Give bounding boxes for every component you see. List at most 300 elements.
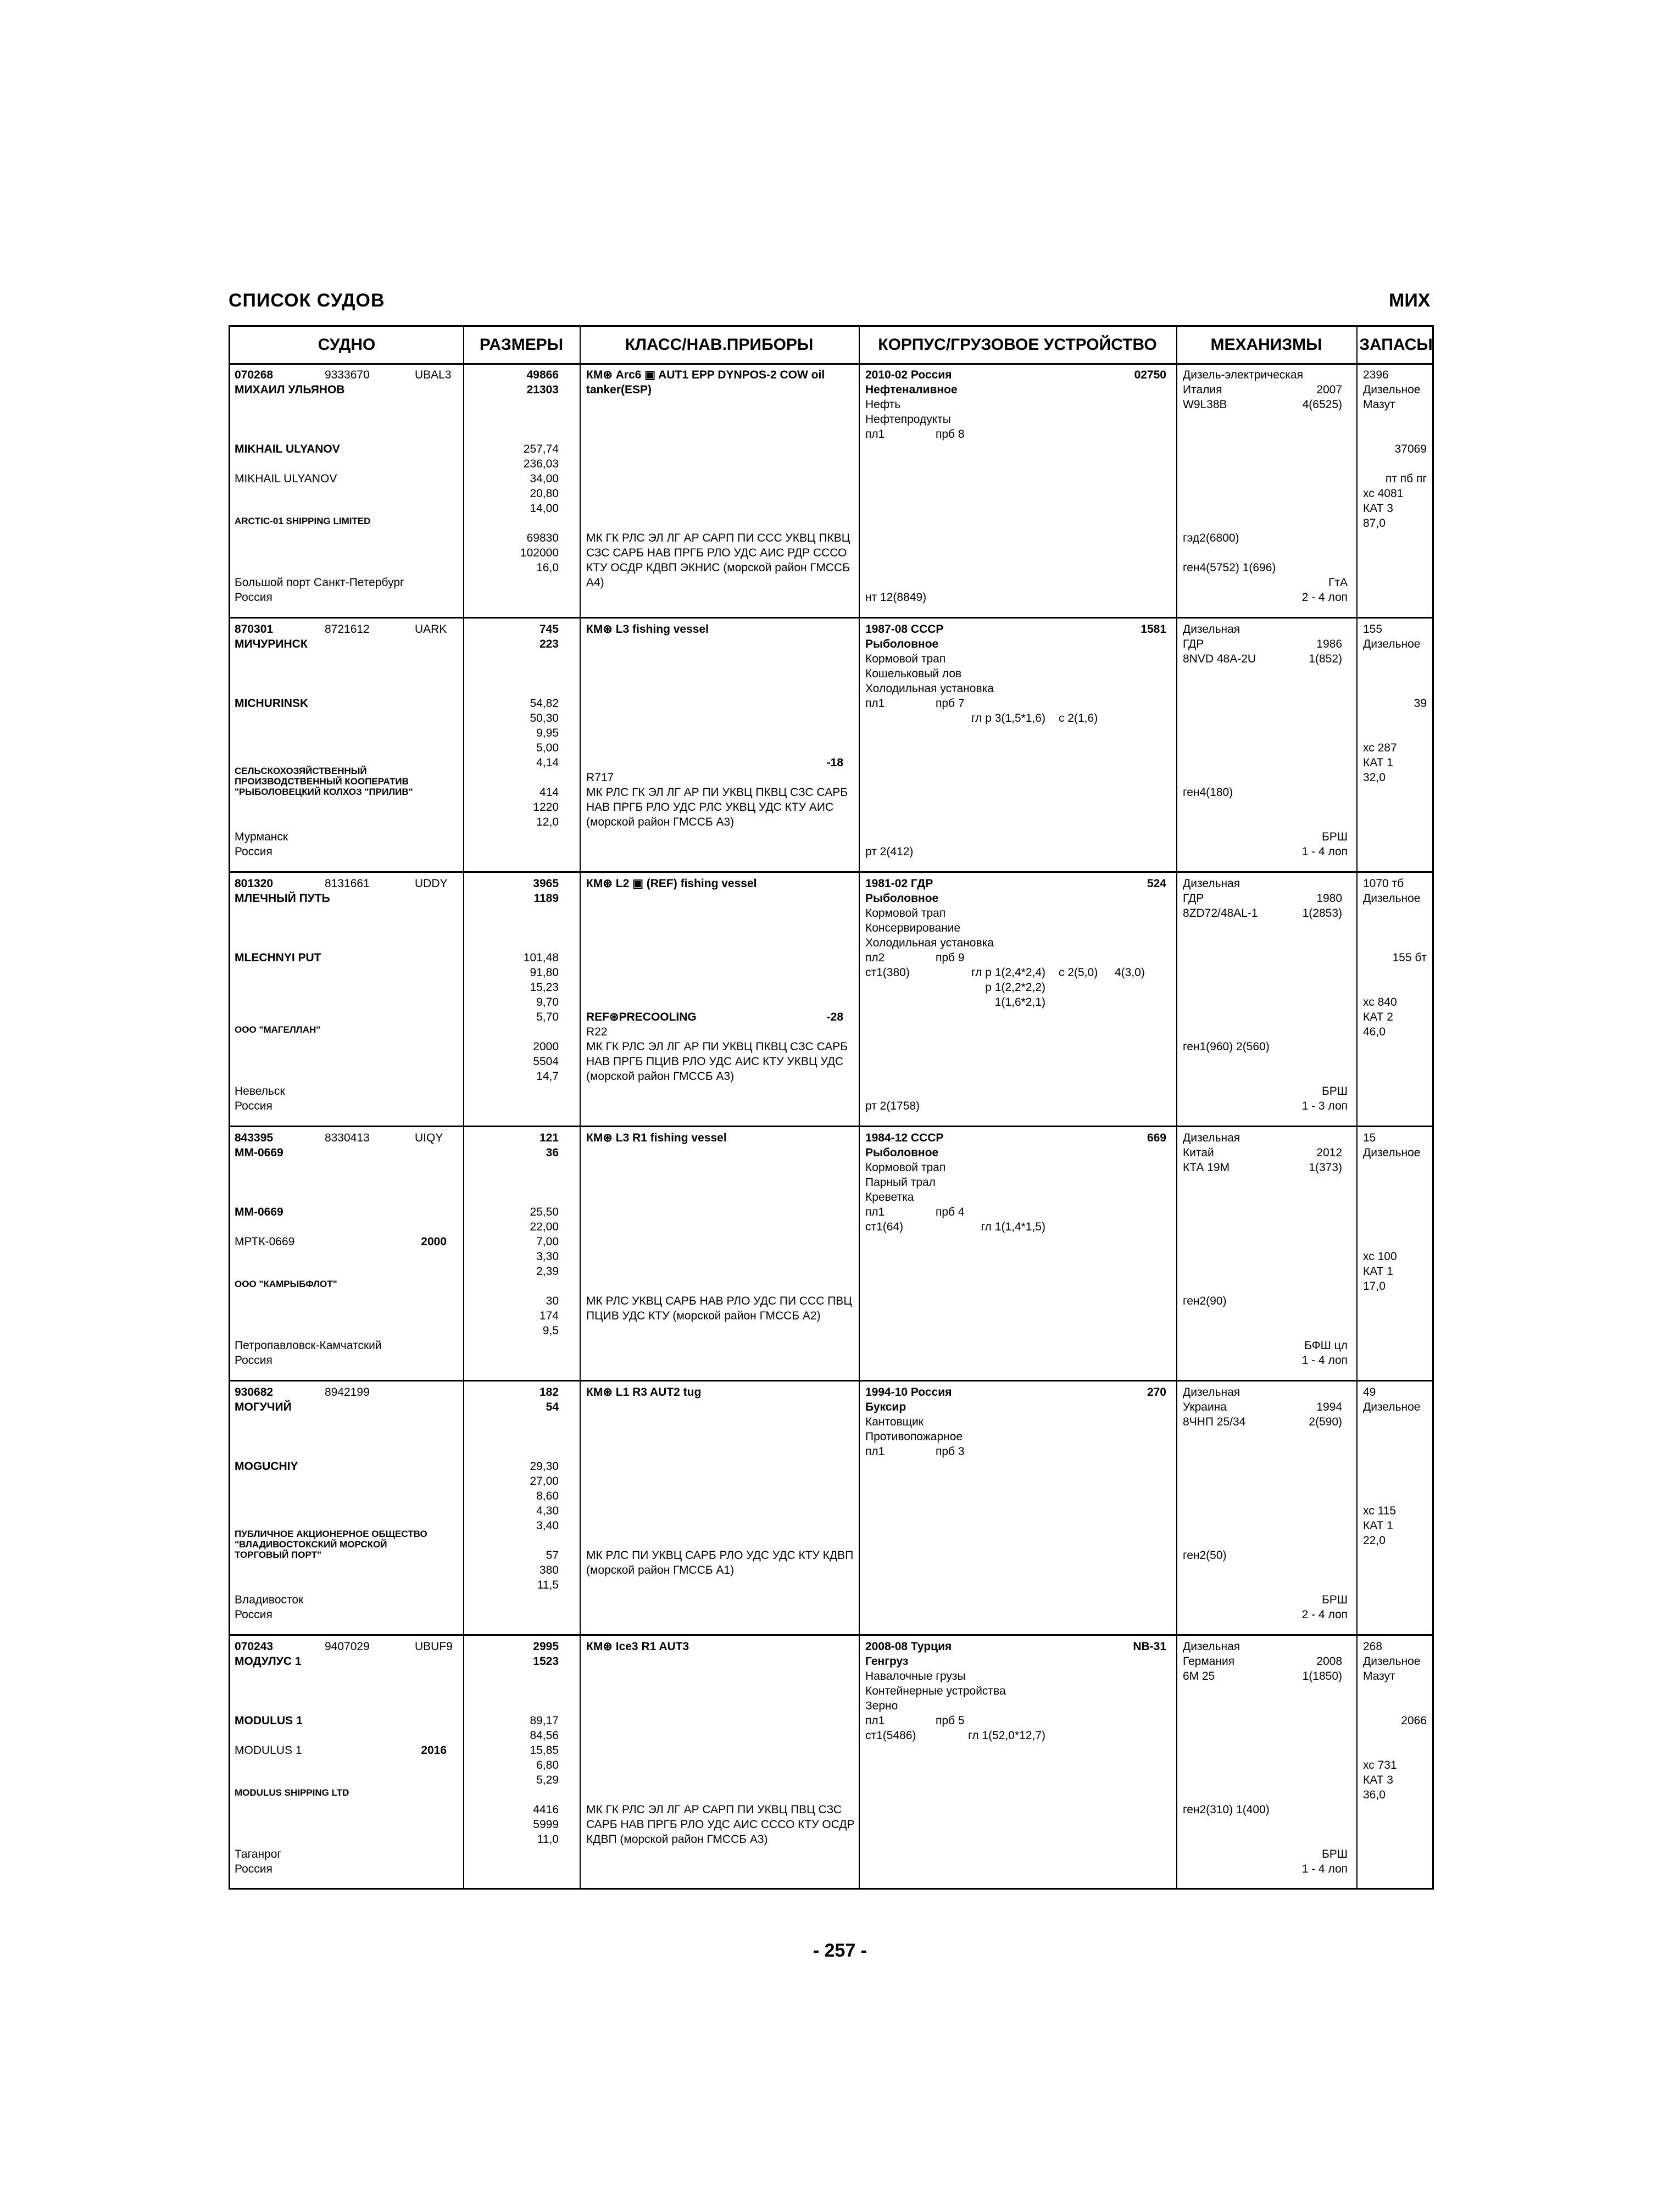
hull-gear: ст1(5486) — [865, 1729, 916, 1742]
ship-country: Россия — [235, 845, 272, 858]
ships-table — [229, 325, 1434, 1890]
class-temperature: -18 — [826, 756, 843, 769]
hull-feature: Кормовой трап — [865, 907, 946, 920]
hull-build: 2008-08 Турция — [865, 1640, 952, 1653]
hull-feature: Парный трал — [865, 1176, 936, 1189]
stores-value: 155 — [1363, 623, 1383, 636]
size-value: 9,70 — [536, 996, 559, 1009]
deadweight-value: 5999 — [533, 1818, 559, 1831]
mech-model: 8ЧНП 25/34 — [1183, 1416, 1246, 1428]
ship-name: МОГУЧИЙ — [235, 1401, 292, 1413]
propeller-value: БРШ — [1321, 1594, 1348, 1606]
ship-owner-line: ООО "МАГЕЛЛАН" — [235, 1024, 321, 1035]
ship-reg-number: 870301 — [235, 623, 274, 636]
size-value: 7,00 — [536, 1235, 559, 1248]
stores-value: КАТ 3 — [1363, 502, 1393, 515]
stores-value: Дизельное — [1363, 892, 1421, 905]
ship-call-sign: UIQY — [415, 1132, 443, 1144]
stores-value: 36,0 — [1363, 1789, 1386, 1801]
class-notation: КМ⊛ L3 fishing vessel — [586, 623, 709, 636]
mech-year: 2012 — [1316, 1146, 1342, 1159]
propeller-value: 1 - 3 лоп — [1301, 1100, 1348, 1112]
col-stores: ЗАПАСЫ — [1359, 336, 1433, 354]
deadweight-value: 2000 — [533, 1040, 559, 1053]
ship-name: ММ-0669 — [235, 1146, 283, 1159]
ship-imo: 8721612 — [325, 623, 370, 636]
mech-year: 1980 — [1316, 892, 1342, 905]
propeller-value: БРШ — [1321, 831, 1348, 843]
deadweight-value: 12,0 — [536, 816, 559, 828]
stores-value: 268 — [1363, 1640, 1383, 1653]
ship-reg-number: 070268 — [235, 369, 274, 381]
ship-port: Невельск — [235, 1085, 285, 1098]
ship-latin-name: MIKHAIL ULYANOV — [235, 443, 340, 455]
nav-instruments: МК ГК РЛС ЭЛ ЛГ АР САРП ПИ ССС УКВЦ ПКВЦ СЗС САРБ НАВ ПРГБ РЛО УДС АИС РДР СССО КТУ ОСДР КДВП ЭКНИС (морской район ГМССБ А4) — [586, 532, 850, 589]
mech-aux: ген4(5752) 1(696) — [1183, 561, 1276, 574]
ship-name: МОДУЛУС 1 — [235, 1655, 302, 1668]
mech-type: Дизельная — [1183, 1640, 1240, 1653]
hull-type: Буксир — [865, 1401, 906, 1413]
size-value: 3,40 — [536, 1519, 559, 1532]
mech-model: 6М 25 — [1183, 1670, 1215, 1683]
hull-build: 1981-02 ГДР — [865, 877, 933, 890]
tonnage-gross: 121 — [539, 1132, 559, 1144]
mech-aux: гэд2(6800) — [1183, 532, 1239, 544]
hull-gear: р 1(2,2*2,2) — [985, 981, 1045, 994]
stores-value: Мазут — [1363, 1670, 1395, 1683]
deadweight-value: 11,0 — [537, 1833, 559, 1846]
stores-value: 87,0 — [1363, 517, 1386, 530]
ship-owner-line: ПРОИЗВОДСТВЕННЫЙ КООПЕРАТИВ — [235, 776, 409, 787]
hull-feature: Холодильная установка — [865, 937, 994, 949]
size-value: 22,00 — [530, 1221, 559, 1233]
mech-type: Дизельная — [1183, 623, 1240, 636]
stores-value: 49 — [1363, 1386, 1376, 1399]
ship-imo: 8942199 — [325, 1386, 370, 1399]
ship-reg-number: 801320 — [235, 877, 274, 890]
mech-power: 2(590) — [1309, 1416, 1342, 1428]
hull-feature: Зерно — [865, 1700, 898, 1712]
ship-reg-number: 843395 — [235, 1132, 274, 1144]
mech-aux: ген1(960) 2(560) — [1183, 1040, 1270, 1053]
ship-latin-name: MICHURINSK — [235, 697, 309, 710]
stores-value: хс 4081 — [1363, 487, 1404, 500]
deadweight-value: 57 — [546, 1549, 559, 1562]
stores-value: хс 115 — [1363, 1505, 1397, 1517]
hull-cargo-spaces: рт 2(412) — [865, 845, 914, 858]
stores-value: Дизельное — [1363, 638, 1421, 650]
ship-owner-line: "ВЛАДИВОСТОКСКИЙ МОРСКОЙ — [235, 1539, 387, 1550]
table-header — [230, 327, 1432, 365]
hull-feature: Кормовой трап — [865, 653, 946, 665]
ship-country: Россия — [235, 1354, 272, 1367]
nav-instruments: МК ГК РЛС ЭЛ ЛГ АР ПИ УКВЦ ПКВЦ СЗС САРБ НАВ ПРГБ ПЦИВ РЛО УДС АИС КТУ УКВЦ УДС (морской район ГМССБ А3) — [586, 1040, 848, 1083]
mech-model: 8ZD72/48AL-1 — [1183, 907, 1258, 920]
ship-owner — [235, 1787, 349, 1798]
class-notation: КМ⊛ Ice3 R1 AUT3 — [586, 1640, 689, 1653]
size-value: 8,60 — [536, 1490, 559, 1502]
ship-reg-number: 070243 — [235, 1640, 274, 1653]
hull-gear: гл р 3(1,5*1,6) — [971, 712, 1045, 725]
hull-gear: прб 5 — [936, 1714, 965, 1727]
size-value: 236,03 — [523, 458, 559, 470]
stores-value: хс 287 — [1363, 742, 1397, 754]
deadweight-value: 174 — [539, 1310, 559, 1322]
deadweight-value: 11,5 — [537, 1579, 559, 1591]
mech-type: Дизельная — [1183, 1132, 1240, 1144]
hull-feature: Кошельковый лов — [865, 667, 962, 680]
deadweight-value: 1220 — [533, 801, 559, 814]
size-value: 15,85 — [530, 1744, 559, 1757]
ship-owner-line: СЕЛЬСКОХОЗЯЙСТВЕННЫЙ — [235, 766, 367, 776]
col-sizes: РАЗМЕРЫ — [479, 336, 564, 354]
ship-imo: 9407029 — [325, 1640, 370, 1653]
hull-gear: прб 3 — [936, 1445, 965, 1458]
hull-gear: с 2(5,0) — [1059, 966, 1098, 979]
tonnage-net: 36 — [546, 1146, 559, 1159]
mech-power: 1(1850) — [1302, 1670, 1342, 1683]
ship-call-sign: UBUF9 — [415, 1640, 453, 1653]
ship-former-name: MODULUS 1 — [235, 1744, 302, 1757]
ship-owner — [235, 766, 413, 797]
propeller-value: 1 - 4 лоп — [1301, 1863, 1348, 1875]
class-notation: КМ⊛ Arc6 ▣ AUT1 EPP DYNPOS-2 COW oil tanker(ESP) — [586, 369, 825, 396]
size-value: 50,30 — [530, 712, 559, 725]
size-value: 5,70 — [536, 1011, 559, 1023]
hull-type: Рыболовное — [865, 1146, 939, 1159]
size-value: 4,14 — [536, 756, 559, 769]
hull-feature: Креветка — [865, 1191, 914, 1204]
stores-value: КАТ 2 — [1363, 1011, 1393, 1023]
propeller-value: БФШ цл — [1304, 1339, 1348, 1352]
size-value: 5,29 — [536, 1774, 559, 1786]
hull-gear: пл1 — [865, 1206, 885, 1218]
hull-build: 1984-12 СССР — [865, 1132, 944, 1144]
mech-power: 1(2853) — [1302, 907, 1342, 920]
stores-value: КАТ 1 — [1363, 1519, 1393, 1532]
propeller-value: 1 - 4 лоп — [1301, 1354, 1348, 1367]
ship-port: Мурманск — [235, 831, 288, 843]
deadweight-value: 9,5 — [542, 1324, 559, 1337]
col-mech: МЕХАНИЗМЫ — [1210, 336, 1322, 354]
mech-country: Украина — [1183, 1401, 1227, 1413]
size-value: 89,17 — [530, 1714, 559, 1727]
ship-owner-line: ПУБЛИЧНОЕ АКЦИОНЕРНОЕ ОБЩЕСТВО — [235, 1529, 427, 1539]
hull-feature: Контейнерные устройства — [865, 1685, 1006, 1697]
hull-feature: Консервирование — [865, 922, 961, 934]
hull-gear: гл 1(1,4*1,5) — [981, 1221, 1045, 1233]
size-value: 29,30 — [530, 1460, 559, 1473]
tonnage-net: 223 — [539, 638, 559, 650]
deadweight-value: 14,7 — [536, 1070, 559, 1083]
stores-value: 155 бт — [1392, 951, 1427, 964]
ship-latin-name: MLECHNYI PUT — [235, 951, 321, 964]
size-value: 84,56 — [530, 1729, 559, 1742]
class-notation: КМ⊛ L2 ▣ (REF) fishing vessel — [586, 877, 757, 890]
hull-gear: с 2(1,6) — [1059, 712, 1098, 725]
ship-call-sign: UBAL3 — [415, 369, 452, 381]
nav-instruments: МК РЛС ГК ЭЛ ЛГ АР ПИ УКВЦ ПКВЦ СЗС САРБ НАВ ПРГБ РЛО УДС РЛС УКВЦ УДС КТУ АИС (морской район ГМССБ А3) — [586, 786, 848, 828]
ship-port: Петропавловск-Камчатский — [235, 1339, 382, 1352]
ship-record — [230, 619, 1432, 873]
size-value: 9,95 — [536, 727, 559, 739]
ship-call-sign: UDDY — [415, 877, 448, 890]
deadweight-value: 414 — [539, 786, 559, 799]
mech-model: КТА 19М — [1183, 1161, 1230, 1174]
ship-reg-number: 930682 — [235, 1386, 274, 1399]
hull-gear: прб 4 — [936, 1206, 965, 1218]
propeller-value: 2 - 4 лоп — [1301, 591, 1348, 604]
hull-gear: гл 1(52,0*12,7) — [968, 1729, 1045, 1742]
ship-country: Россия — [235, 1100, 272, 1112]
ship-call-sign: UARK — [415, 623, 447, 636]
size-value: 3,30 — [536, 1250, 559, 1263]
size-value: 20,80 — [530, 487, 559, 500]
ship-owner — [235, 1529, 427, 1560]
ship-country: Россия — [235, 1608, 272, 1621]
class-notation: КМ⊛ L1 R3 AUT2 tug — [586, 1386, 702, 1399]
page-title: СПИСОК СУДОВ — [229, 290, 385, 311]
ship-owner-line: "РЫБОЛОВЕЦКИЙ КОЛХОЗ "ПРИЛИВ" — [235, 787, 413, 797]
size-value: 34,00 — [530, 472, 559, 485]
hull-yard-number: 669 — [1147, 1132, 1166, 1144]
stores-value: КАТ 3 — [1363, 1774, 1393, 1786]
ship-latin-name: MOGUCHIY — [235, 1460, 298, 1473]
stores-value: Дизельное — [1363, 1401, 1421, 1413]
size-value: 14,00 — [530, 502, 559, 515]
ship-record — [230, 1381, 1432, 1636]
hull-yard-number: NB-31 — [1133, 1640, 1166, 1653]
hull-gear: прб 7 — [936, 697, 965, 710]
mech-model: W9L38B — [1183, 398, 1227, 411]
mech-aux: ген2(90) — [1183, 1295, 1227, 1307]
mech-type: Дизель-электрическая — [1183, 369, 1303, 381]
deadweight-value: 69830 — [526, 532, 559, 544]
hull-cargo-spaces: нт 12(8849) — [865, 591, 927, 604]
col-class: КЛАСС/НАВ.ПРИБОРЫ — [625, 336, 814, 354]
ship-imo: 8330413 — [325, 1132, 370, 1144]
nav-instruments: МК РЛС УКВЦ САРБ НАВ РЛО УДС ПИ ССС ПВЦ ПЦИВ УДС КТУ (морской район ГМССБ А2) — [586, 1295, 852, 1322]
class-extra: REF⊛PRECOOLING — [586, 1011, 697, 1023]
stores-value: 1070 тб — [1363, 877, 1404, 890]
ship-country: Россия — [235, 591, 272, 604]
tonnage-gross: 2995 — [533, 1640, 559, 1653]
deadweight-value: 102000 — [520, 547, 559, 559]
stores-value: Дизельное — [1363, 1655, 1421, 1668]
ship-country: Россия — [235, 1863, 272, 1875]
stores-value: Дизельное — [1363, 1146, 1421, 1159]
class-temperature: -28 — [826, 1011, 843, 1023]
hull-yard-number: 270 — [1147, 1386, 1166, 1399]
mech-power: 1(852) — [1309, 653, 1342, 665]
mech-country: Китай — [1183, 1146, 1214, 1159]
ship-port: Владивосток — [235, 1594, 304, 1606]
stores-value: 2396 — [1363, 369, 1389, 381]
col-hull: КОРПУС/ГРУЗОВОЕ УСТРОЙСТВО — [878, 336, 1157, 354]
stores-value: 2066 — [1401, 1714, 1427, 1727]
hull-gear: прб 8 — [936, 428, 965, 441]
hull-cargo-spaces: рт 2(1758) — [865, 1100, 920, 1112]
stores-value: хс 840 — [1363, 996, 1397, 1009]
propeller-value: 2 - 4 лоп — [1301, 1608, 1348, 1621]
page-code: МИХ — [1389, 290, 1431, 311]
mech-aux: ген4(180) — [1183, 786, 1233, 799]
ship-owner-line: ООО "КАМРЫБФЛОТ" — [235, 1279, 337, 1289]
tonnage-net: 1189 — [533, 892, 559, 905]
deadweight-value: 5504 — [533, 1055, 559, 1068]
stores-value: 39 — [1414, 697, 1427, 710]
hull-type: Рыболовное — [865, 638, 939, 650]
ship-record — [230, 873, 1432, 1127]
ship-owner — [235, 1279, 337, 1289]
stores-value: 32,0 — [1363, 771, 1386, 784]
ship-record — [230, 1127, 1432, 1381]
hull-type: Нефтеналивное — [865, 383, 958, 396]
tonnage-gross: 3965 — [533, 877, 559, 890]
ship-latin-name: MODULUS 1 — [235, 1714, 303, 1727]
ship-former-name: МРТК-0669 — [235, 1235, 295, 1248]
stores-value: хс 731 — [1363, 1759, 1397, 1772]
propeller-value: 1 - 4 лоп — [1301, 845, 1348, 858]
mech-aux: ген2(50) — [1183, 1549, 1227, 1562]
hull-yard-number: 02750 — [1134, 369, 1166, 381]
nav-instruments: МК РЛС ПИ УКВЦ САРБ РЛО УДС УДС КТУ КДВП (морской район ГМССБ А1) — [586, 1549, 854, 1576]
hull-feature: Холодильная установка — [865, 682, 994, 695]
propeller-value: БРШ — [1321, 1848, 1348, 1860]
ship-owner-line: ARCTIC-01 SHIPPING LIMITED — [235, 516, 371, 526]
mech-country: Италия — [1183, 383, 1222, 396]
stores-value: пт пб пг — [1385, 472, 1427, 485]
stores-value: КАТ 1 — [1363, 1265, 1393, 1278]
mech-model: 8NVD 48A-2U — [1183, 653, 1256, 665]
size-value: 101,48 — [523, 951, 559, 964]
stores-value: 46,0 — [1363, 1026, 1386, 1038]
deadweight-value: 16,0 — [536, 561, 559, 574]
ship-record — [230, 1636, 1432, 1890]
hull-gear: пл1 — [865, 1714, 885, 1727]
hull-feature: Кормовой трап — [865, 1161, 946, 1174]
stores-value: хс 100 — [1363, 1250, 1397, 1263]
size-value: 54,82 — [530, 697, 559, 710]
hull-gear: пл1 — [865, 1445, 885, 1458]
hull-gear: ст1(380) — [865, 966, 910, 979]
ship-name: МИЧУРИНСК — [235, 638, 308, 650]
hull-build: 2010-02 Россия — [865, 369, 952, 381]
nav-instruments: МК ГК РЛС ЭЛ ЛГ АР САРП ПИ УКВЦ ПВЦ СЗС САРБ НАВ ПРГБ РЛО УДС АИС СССО КТУ ОСДР КДВП (морской район ГМССБ А3) — [586, 1803, 855, 1846]
ship-former-year: 2000 — [421, 1235, 447, 1248]
hull-yard-number: 1581 — [1141, 623, 1166, 636]
ship-owner — [235, 516, 370, 526]
page-number: - 257 - — [813, 1940, 867, 1961]
ship-latin-name: MM-0669 — [235, 1206, 283, 1218]
mech-power: 4(6525) — [1302, 398, 1342, 411]
tonnage-net: 1523 — [533, 1655, 559, 1668]
tonnage-net: 54 — [546, 1401, 559, 1413]
hull-gear: пл1 — [865, 428, 885, 441]
mech-year: 1994 — [1316, 1401, 1342, 1413]
propeller-value: БРШ — [1321, 1085, 1348, 1098]
ship-record — [230, 364, 1432, 619]
hull-yard-number: 524 — [1147, 877, 1166, 890]
size-value: 25,50 — [530, 1206, 559, 1218]
mech-aux: ген2(310) 1(400) — [1183, 1803, 1270, 1816]
deadweight-value: 380 — [539, 1564, 559, 1576]
size-value: 6,80 — [536, 1759, 559, 1772]
size-value: 5,00 — [536, 742, 559, 754]
deadweight-value: 30 — [546, 1295, 559, 1307]
ship-imo: 8131661 — [325, 877, 370, 890]
size-value: 91,80 — [530, 966, 559, 979]
hull-type: Генгруз — [865, 1655, 909, 1668]
size-value: 257,74 — [523, 443, 559, 455]
mech-type: Дизельная — [1183, 1386, 1240, 1399]
hull-feature: Нефть — [865, 398, 901, 411]
tonnage-gross: 182 — [539, 1386, 559, 1399]
hull-gear: ст1(64) — [865, 1221, 904, 1233]
deadweight-value: 4416 — [533, 1803, 559, 1816]
mech-year: 2007 — [1316, 383, 1342, 396]
ship-port: Большой порт Санкт-Петербург — [235, 576, 404, 589]
hull-gear: пл1 — [865, 697, 885, 710]
hull-feature: Противопожарное — [865, 1430, 963, 1443]
hull-gear: 1(1,6*2,1) — [994, 996, 1045, 1009]
mech-country: Германия — [1183, 1655, 1235, 1668]
size-value: 4,30 — [536, 1505, 559, 1517]
class-notation: КМ⊛ L3 R1 fishing vessel — [586, 1132, 727, 1144]
ship-name: МИХАИЛ УЛЬЯНОВ — [235, 383, 345, 396]
mech-power: 1(373) — [1309, 1161, 1342, 1174]
tonnage-gross: 745 — [539, 623, 559, 636]
hull-build: 1987-08 СССР — [865, 623, 944, 636]
mech-country: ГДР — [1183, 638, 1204, 650]
size-value: 2,39 — [536, 1265, 559, 1278]
stores-value: 15 — [1363, 1132, 1376, 1144]
hull-gear: 4(3,0) — [1115, 966, 1145, 979]
tonnage-gross: 49866 — [526, 369, 559, 381]
size-value: 27,00 — [530, 1475, 559, 1488]
ship-imo: 9333670 — [325, 369, 370, 381]
hull-feature: Нефтепродукты — [865, 413, 951, 426]
hull-gear: пл2 — [865, 951, 885, 964]
hull-gear: прб 9 — [936, 951, 965, 964]
hull-build: 1994-10 Россия — [865, 1386, 952, 1399]
class-extra: R717 — [586, 771, 614, 784]
hull-type: Рыболовное — [865, 892, 939, 905]
mech-country: ГДР — [1183, 892, 1204, 905]
stores-value: 17,0 — [1363, 1280, 1386, 1293]
ship-owner — [235, 1024, 320, 1035]
ship-owner-line: MODULUS SHIPPING LTD — [235, 1787, 349, 1798]
hull-feature: Кантовщик — [865, 1416, 924, 1428]
stores-value: 22,0 — [1363, 1534, 1386, 1547]
ship-former-name: MIKHAIL ULYANOV — [235, 472, 337, 485]
propeller-value: ГтА — [1328, 576, 1348, 589]
stores-value: Мазут — [1363, 398, 1395, 411]
ship-owner-line: ТОРГОВЫЙ ПОРТ" — [235, 1550, 322, 1560]
stores-value: Дизельное — [1363, 383, 1421, 396]
class-extra: R22 — [586, 1026, 608, 1038]
hull-gear: гл р 1(2,4*2,4) — [971, 966, 1045, 979]
ship-name: МЛЕЧНЫЙ ПУТЬ — [235, 892, 330, 905]
stores-value: 37069 — [1394, 443, 1427, 455]
mech-year: 1986 — [1316, 638, 1342, 650]
size-value: 15,23 — [530, 981, 559, 994]
tonnage-net: 21303 — [526, 383, 559, 396]
col-ship: СУДНО — [318, 336, 376, 354]
hull-feature: Навалочные грузы — [865, 1670, 966, 1683]
stores-value: КАТ 1 — [1363, 756, 1393, 769]
ship-former-year: 2016 — [421, 1744, 447, 1757]
